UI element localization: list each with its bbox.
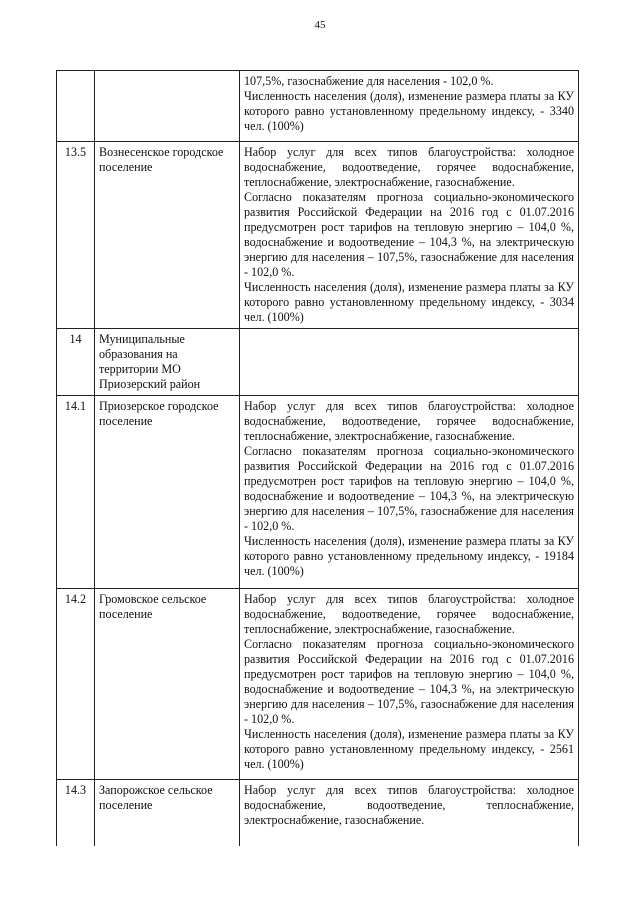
description-paragraph: Набор услуг для всех типов благоустройства: холодное водоснабжение, водоотведение, теплоснабжение, электроснабжение, газоснабжение. (244, 783, 574, 827)
municipality-name: Громовское сельское поселение (95, 589, 240, 780)
row-number: 14 (57, 329, 95, 396)
description-paragraph: Набор услуг для всех типов благоустройства: холодное водоснабжение, водоотведение, горячее водоснабжение, теплоснабжение, электроснабжение, газоснабжение. (244, 592, 574, 636)
municipality-name: Муниципальные образования на территории МО Приозерский район (95, 329, 240, 396)
tariff-table (56, 70, 579, 846)
description-paragraph: Численность населения (доля), изменение размера платы за КУ которого равно установленному предельному индексу, - 2561 чел. (100%) (244, 727, 574, 771)
row-description (240, 142, 579, 329)
municipality-name (95, 71, 240, 142)
description-paragraph: Численность населения (доля), изменение размера платы за КУ которого равно установленному предельному индексу, - 3340 чел. (100%) (244, 89, 574, 133)
table-row (57, 329, 579, 396)
municipality-name: Приозерское городское поселение (95, 396, 240, 589)
table-row (57, 780, 579, 847)
description-paragraph: Согласно показателям прогноза социально-экономического развития Российской Федерации на 2016 год с 01.07.2016 предусмотрен рост тарифов на тепловую энергию – 104,0 %, водоснабжение и водоотведение – 104,3 %, на электрическую энергию для населения – 107,5%, газоснабжение для населения - 102,0 %. (244, 637, 574, 726)
description-paragraph: Согласно показателям прогноза социально-экономического развития Российской Федерации на 2016 год с 01.07.2016 предусмотрен рост тарифов на тепловую энергию – 104,0 %, водоснабжение и водоотведение – 104,3 %, на электрическую энергию для населения – 107,5%, газоснабжение для населения - 102,0 %. (244, 190, 574, 279)
table-row (57, 589, 579, 780)
row-number: 14.1 (57, 396, 95, 589)
row-number: 14.3 (57, 780, 95, 847)
row-number: 13.5 (57, 142, 95, 329)
row-description (240, 396, 579, 589)
municipality-name: Запорожское сельское поселение (95, 780, 240, 847)
description-paragraph: Согласно показателям прогноза социально-экономического развития Российской Федерации на 2016 год с 01.07.2016 предусмотрен рост тарифов на тепловую энергию – 104,0 %, водоснабжение и водоотведение – 104,3 %, на электрическую энергию для населения – 107,5%, газоснабжение для населения - 102,0 %. (244, 444, 574, 533)
row-number (57, 71, 95, 142)
table-row (57, 396, 579, 589)
row-number: 14.2 (57, 589, 95, 780)
row-description (240, 329, 579, 396)
description-paragraph: Численность населения (доля), изменение размера платы за КУ которого равно установленному предельному индексу, - 3034 чел. (100%) (244, 280, 574, 324)
row-description (240, 589, 579, 780)
row-description (240, 71, 579, 142)
page-number: 45 (314, 19, 326, 31)
description-paragraph: Набор услуг для всех типов благоустройства: холодное водоснабжение, водоотведение, горячее водоснабжение, теплоснабжение, электроснабжение, газоснабжение. (244, 145, 574, 189)
description-paragraph: Численность населения (доля), изменение размера платы за КУ которого равно установленному предельному индексу, - 19184 чел. (100%) (244, 534, 574, 578)
row-description (240, 780, 579, 847)
table-row (57, 142, 579, 329)
table-row (57, 71, 579, 142)
description-paragraph: Набор услуг для всех типов благоустройства: холодное водоснабжение, водоотведение, горячее водоснабжение, теплоснабжение, электроснабжение, газоснабжение. (244, 399, 574, 443)
description-paragraph: 107,5%, газоснабжение для населения - 102,0 %. (244, 74, 494, 88)
municipality-name: Вознесенское городское поселение (95, 142, 240, 329)
